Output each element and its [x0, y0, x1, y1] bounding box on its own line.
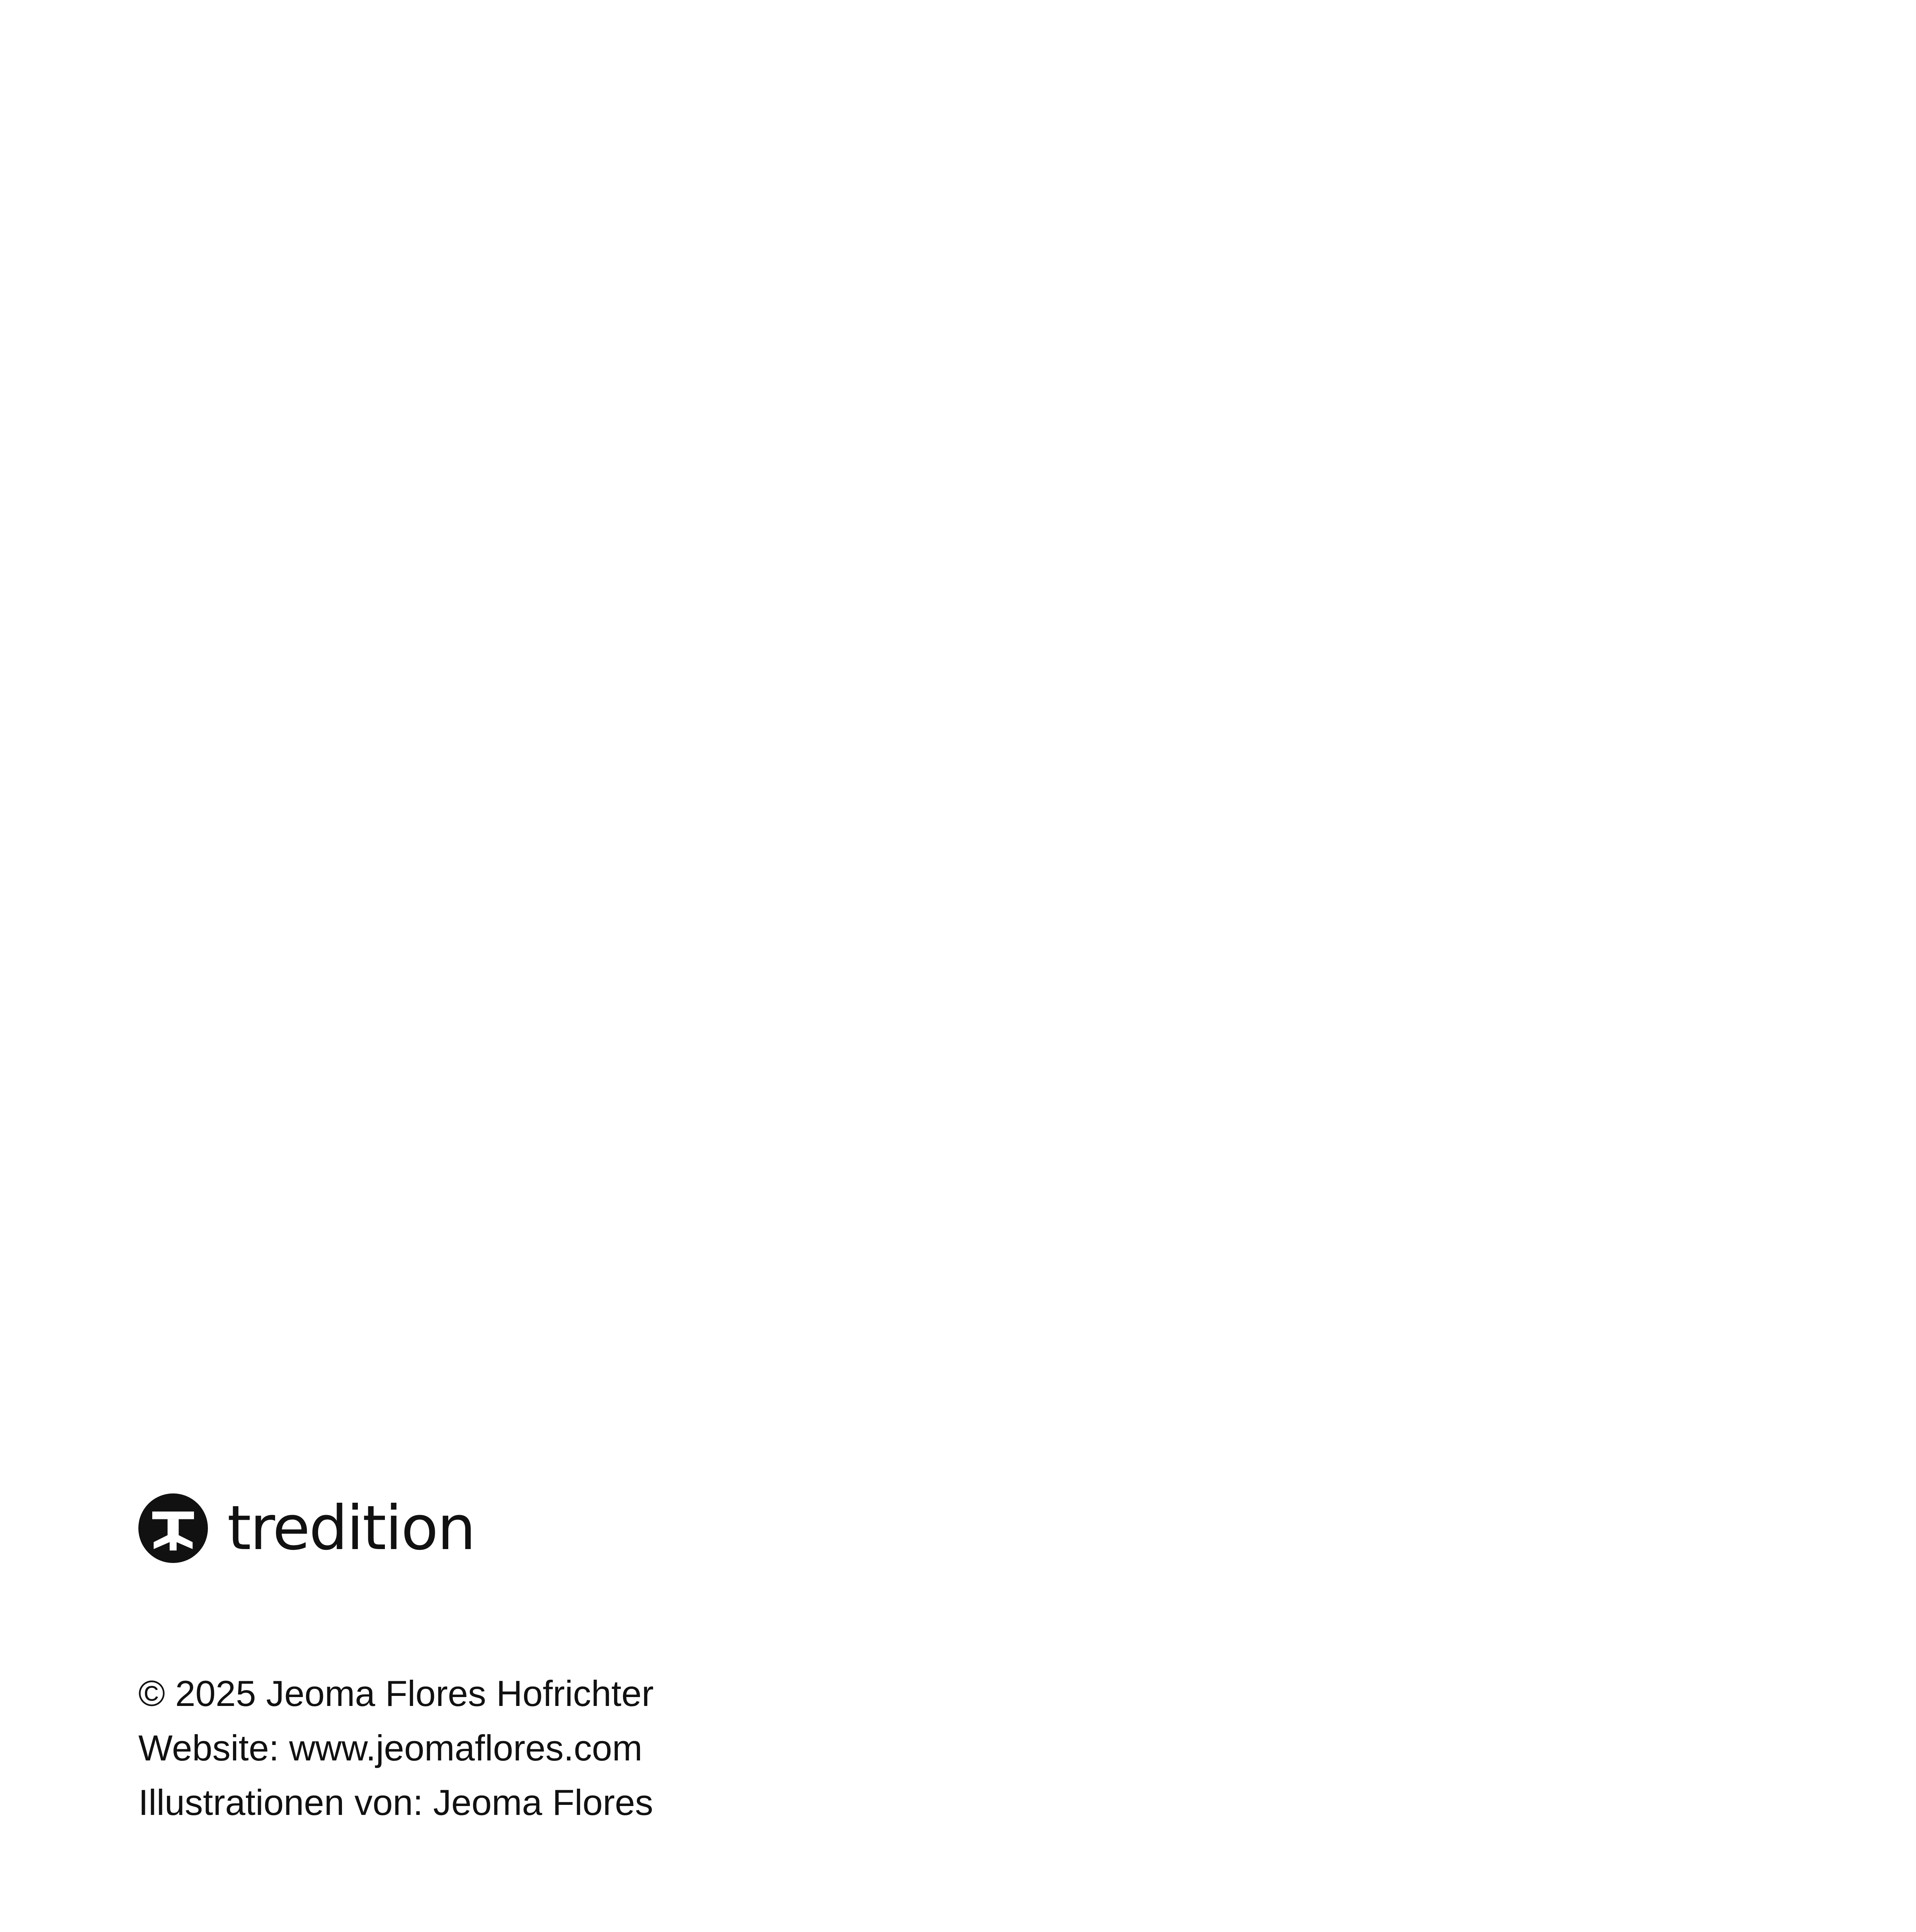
illustrations-credit: Illustrationen von: Jeoma Flores [138, 1782, 653, 1823]
website-line: Website: www.jeomaflores.com [138, 1728, 643, 1768]
credits-block [138, 1666, 654, 1830]
copyright-notice: © 2025 Jeoma Flores Hofrichter [138, 1673, 654, 1714]
tredition-logo-icon [138, 1493, 208, 1563]
publisher-logo [138, 1492, 475, 1565]
publisher-name: tredition [227, 1493, 475, 1564]
